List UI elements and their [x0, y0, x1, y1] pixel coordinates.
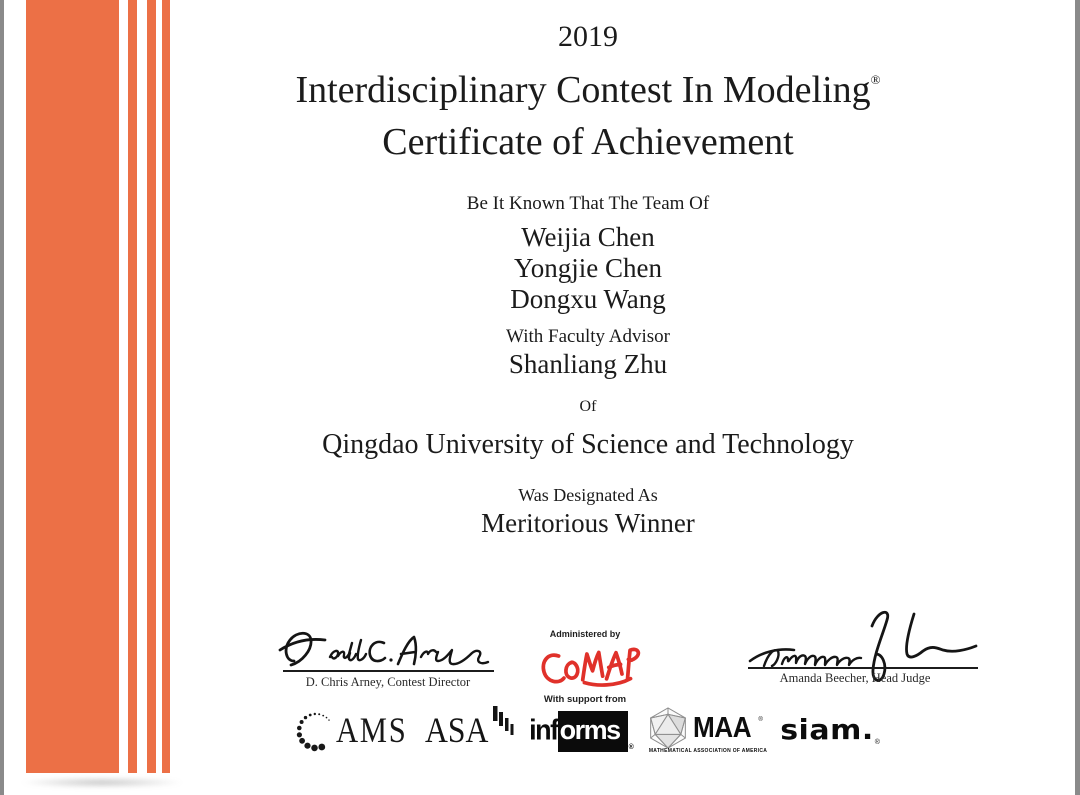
advisor-name: Shanliang Zhu [508, 349, 668, 379]
signature-line-right [748, 667, 978, 669]
signature-line-left [283, 670, 494, 672]
maa-logo-row [647, 706, 763, 750]
sponsor-logos-row [108, 703, 1068, 757]
right-window-edge [1075, 0, 1080, 795]
orange-stripe-thin-2 [147, 0, 156, 773]
stripe-bottom-shadow [22, 777, 182, 788]
advisor-label: With Faculty Advisor [506, 326, 670, 347]
with-support-from-label: With support from [543, 694, 627, 705]
asa-bars-icon [493, 706, 516, 742]
orange-stripe-thin-1 [128, 0, 137, 773]
ams-logo [296, 708, 420, 752]
team-member-2: Yongjie Chen [513, 253, 663, 283]
signature-caption-right: Amanda Beecher, Head Judge [779, 671, 931, 685]
team-member-1: Weijia Chen [521, 222, 655, 252]
ams-wordmark: AMS [336, 710, 408, 750]
designation-label: Was Designated As [518, 485, 658, 505]
orange-stripe-wide [26, 0, 119, 773]
team-member-3: Dongxu Wang [510, 284, 666, 314]
siam-registered-mark: ® [874, 738, 880, 746]
informs-registered-mark: ® [628, 743, 634, 751]
team-names [108, 222, 1068, 315]
informs-prefix-text: inf [529, 713, 558, 746]
maa-icosahedron-icon [647, 706, 689, 750]
ams-dotted-arc-icon [296, 708, 334, 752]
year: 2019 [558, 20, 618, 53]
registered-trademark: ® [870, 72, 881, 87]
maa-tagline: MATHEMATICAL ASSOCIATION OF AMERICA [648, 748, 768, 754]
siam-wordmark: siam. [780, 713, 874, 747]
institution-name: Qingdao University of Science and Technology [322, 429, 854, 460]
contest-title-text: Interdisciplinary Contest In Modeling [295, 69, 871, 111]
informs-logo [529, 710, 634, 751]
certificate-subtitle: Certificate of Achievement [382, 121, 794, 163]
signature-caption-left: D. Chris Arney, Contest Director [305, 675, 471, 689]
orange-stripe-thin-3 [162, 0, 170, 773]
maa-logo [647, 706, 767, 754]
maa-registered-mark: ® [758, 717, 763, 723]
contest-title [108, 69, 1068, 112]
asa-wordmark: ASA [425, 710, 489, 750]
administered-by-label: Administered by [549, 629, 621, 639]
intro-line: Be It Known That The Team Of [466, 193, 710, 214]
siam-logo [780, 713, 880, 748]
of-label: Of [579, 398, 597, 415]
informs-boxed-text: orms [558, 711, 628, 752]
asa-logo [425, 709, 516, 751]
maa-wordmark: MAA [692, 711, 751, 744]
left-window-edge [0, 0, 4, 795]
designation-name: Meritorious Winner [481, 508, 695, 538]
comap-logo [537, 641, 637, 691]
